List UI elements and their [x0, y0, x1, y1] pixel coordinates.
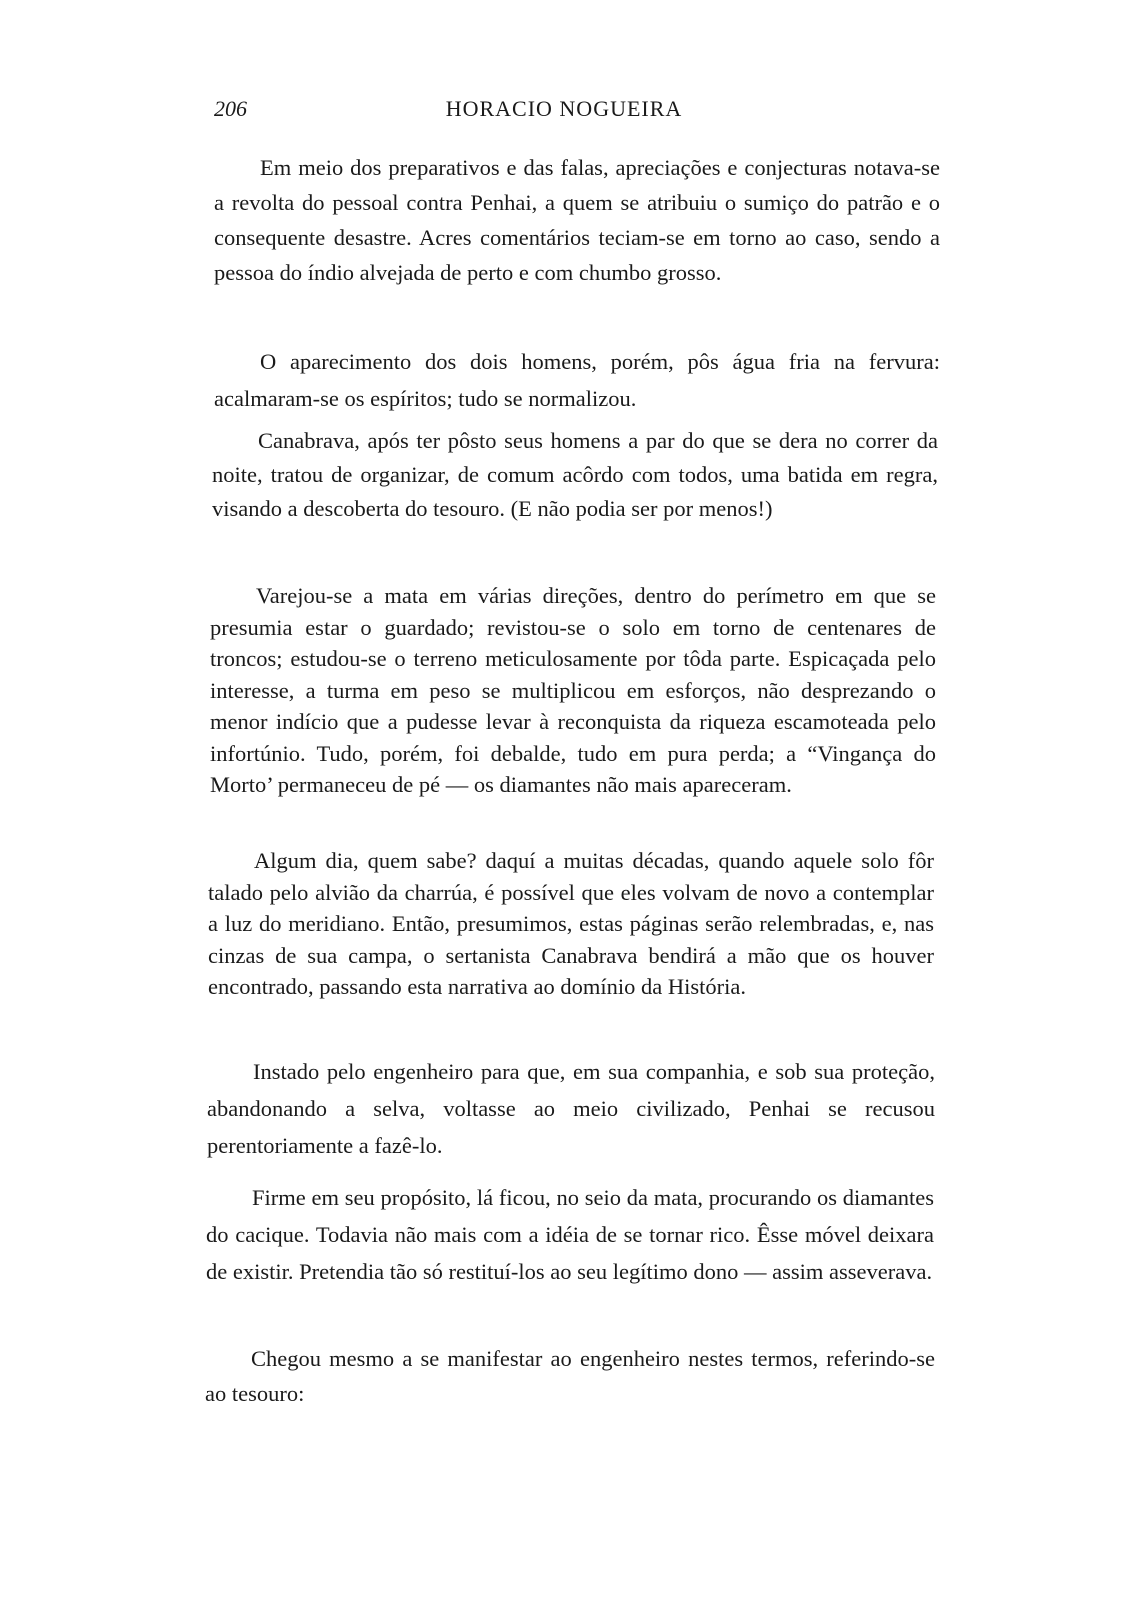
paragraph-7: Firme em seu propósito, lá ficou, no seio da mata, procurando os diamantes do cacique. Todavia não mais com a idéia de se tornar rico. Êsse móvel deixara de existir. Pretendia tão só restituí-los ao seu legítimo dono — assim asseverava.: [206, 1185, 934, 1284]
running-head-author: HORACIO NOGUEIRA: [445, 96, 683, 121]
running-head: [214, 96, 914, 126]
paragraph-4: Varejou-se a mata em várias direções, dentro do perímetro em que se presumia estar o guardado; revistou-se o solo em torno de centenares de troncos; estudou-se o terreno meticulosamente por tôda parte. Espicaçada pelo interesse, a turma em peso se multiplicou em esforços, não desprezando o menor indício que a pudesse levar à reconquista da riqueza escamoteada pelo infortúnio. Tudo, porém, foi debalde, tudo em pura perda; a “Vingança do Morto’ permaneceu de pé — os diamantes não mais apareceram.: [210, 583, 936, 797]
paragraph-3: Canabrava, após ter pôsto seus homens a par do que se dera no correr da noite, tratou de organizar, de comum acôrdo com todos, uma batida em regra, visando a descoberta do tesouro. (E não podia ser por menos!): [212, 428, 938, 521]
paragraph-1: Em meio dos preparativos e das falas, apreciações e conjecturas notava-se a revolta do pessoal contra Penhai, a quem se atribuiu o sumiço do patrão e o consequente desastre. Acres comentários teciam-se em torno ao caso, sendo a pessoa do índio alvejada de perto e com chumbo grosso.: [214, 155, 940, 285]
paragraph-6: Instado pelo engenheiro para que, em sua companhia, e sob sua proteção, abandonando a selva, voltasse ao meio civilizado, Penhai se recusou perentoriamente a fazê-lo.: [207, 1059, 935, 1158]
page-number: 206: [214, 96, 247, 121]
paragraph-8: Chegou mesmo a se manifestar ao engenheiro nestes termos, referindo-se ao tesouro:: [205, 1346, 935, 1406]
paragraph-5: Algum dia, quem sabe? daquí a muitas décadas, quando aquele solo fôr talado pelo alvião da charrúa, é possível que eles volvam de novo a contemplar a luz do meridiano. Então, presumimos, estas páginas serão relembradas, e, nas cinzas de sua campa, o sertanista Canabrava bendirá a mão que os houver encontrado, passando esta narrativa ao domínio da História.: [208, 848, 934, 999]
paragraph-2: O aparecimento dos dois homens, porém, pôs água fria na fervura: acalmaram-se os espíritos; tudo se normalizou.: [214, 349, 940, 411]
